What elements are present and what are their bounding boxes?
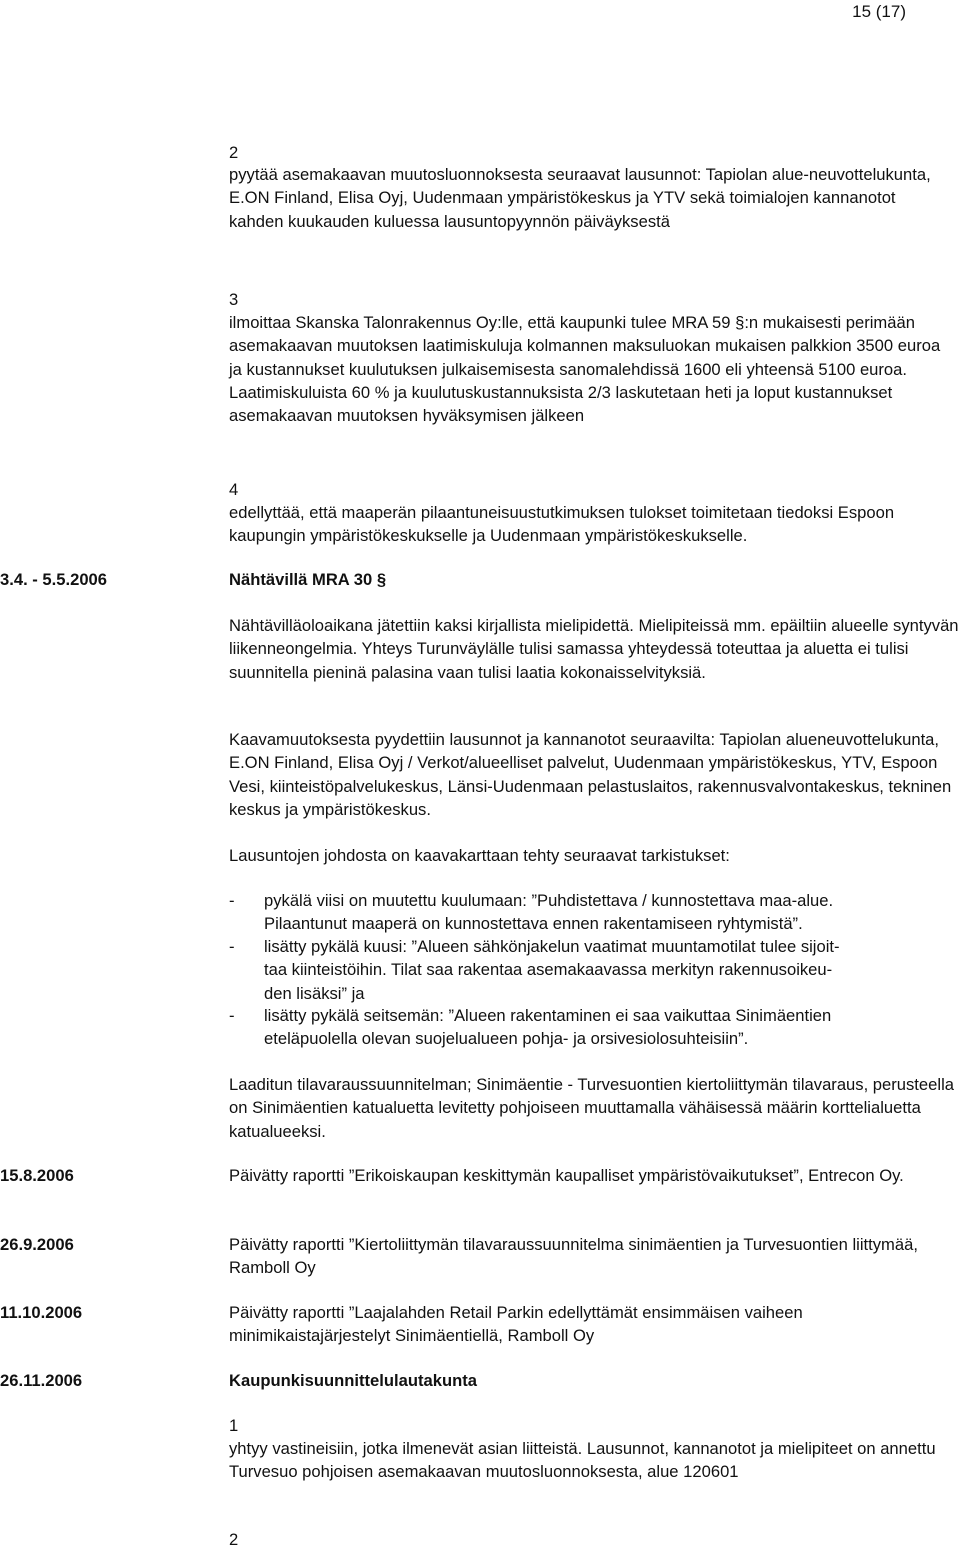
item-number: 4	[229, 480, 239, 499]
list-line: eteläpuolella olevan suojelualueen pohja- ja orsivesiolosuhteisiin”.	[264, 1029, 749, 1049]
section-date: 26.9.2006	[0, 1235, 74, 1254]
paragraph: Lausuntojen johdosta on kaavakarttaan tehty seuraavat tarkistukset:	[229, 846, 730, 865]
list-line: lisätty pykälä kuusi: ”Alueen sähkönjakelun vaatimat muuntamotilat tulee sijoit-	[264, 937, 840, 956]
list-line: den lisäksi” ja	[264, 983, 365, 1003]
item-number: 2	[229, 143, 239, 162]
paragraph: Päivätty raportti ”Laajalahden Retail Parkin edellyttämät ensimmäisen vaiheen minimikaistajärjestelyt Sinimäentiellä, Ramboll Oy	[229, 1303, 803, 1346]
section-date: 3.4. - 5.5.2006	[0, 570, 108, 589]
section-title: Kaupunkisuunnittelulautakunta	[229, 1371, 477, 1390]
list-item	[229, 889, 959, 936]
item-number: 2	[229, 1530, 239, 1549]
page-number: 15 (17)	[852, 2, 906, 21]
list-item	[229, 935, 959, 1005]
item-number: 1	[229, 1416, 239, 1435]
list-line: lisätty pykälä seitsemän: ”Alueen rakentaminen ei saa vaikuttaa Sinimäentien	[264, 1006, 832, 1025]
paragraph: pyytää asemakaavan muutosluonnoksesta seuraavat lausunnot: Tapiolan alue-neuvottelukunta, E.ON Finland, Elisa Oyj, Uudenmaan ympäristökeskus ja YTV sekä toimialojen kannanotot kahden kuukauden kuluessa lausuntopyynnön päiväyksestä	[229, 165, 931, 231]
section-title: Nähtävillä MRA 30 §	[229, 570, 387, 589]
paragraph: ilmoittaa Skanska Talonrakennus Oy:lle, että kaupunki tulee MRA 59 §:n mukaisesti perimään asemakaavan muutoksen laatimiskuluja kolmannen maksuluokan mukaisen palkkion 3500 euroa ja kustannukset kuulutuksen julkaisemisesta sanomalehdissä 1600 eli yhteensä 5100 euroa. Laatimiskuluista 60 % ja kuulutuskustannuksista 2/3 laskutetaan heti ja loput kustannukset asemakaavan muutoksen hyväksymisen jälkeen	[229, 313, 941, 426]
section-date: 11.10.2006	[0, 1303, 83, 1322]
section-date: 26.11.2006	[0, 1371, 83, 1390]
list-line: pykälä viisi on muutettu kuulumaan: ”Puhdistettava / kunnostettava maa-alue.	[264, 891, 834, 910]
list-line: taa kiinteistöihin. Tilat saa rakentaa asemakaavassa merkityn rakennusoikeu-	[264, 960, 833, 980]
paragraph: edellyttää, että maaperän pilaantuneisuustutkimuksen tulokset toimitetaan tiedoksi Espoon kaupungin ympäristökeskukselle ja Uudenmaan ympäristökeskukselle.	[229, 503, 895, 546]
paragraph: Päivätty raportti ”Kiertoliittymän tilavaraussuunnitelma sinimäentien ja Turvesuontien liittymää, Ramboll Oy	[229, 1235, 918, 1278]
list-bullet: -	[229, 891, 235, 910]
item-number: 3	[229, 290, 239, 309]
list-bullet: -	[229, 937, 235, 956]
paragraph: Päivätty raportti ”Erikoiskaupan keskittymän kaupalliset ympäristövaikutukset”, Entrecon Oy.	[229, 1166, 904, 1185]
paragraph: yhtyy vastineisiin, jotka ilmenevät asian liitteistä. Lausunnot, kannanotot ja mielipiteet on annettu Turvesuo pohjoisen asemakaavan muutosluonnoksesta, alue 120601	[229, 1439, 936, 1482]
paragraph: Laaditun tilavaraussuunnitelman; Sinimäentie - Turvesuontien kiertoliittymän tilavaraus, perusteella on Sinimäentien katualuetta levitetty pohjoiseen muuttamalla vähäisessä määrin korttelialuetta katualueeksi.	[229, 1075, 954, 1141]
section-date: 15.8.2006	[0, 1166, 74, 1185]
list-bullet: -	[229, 1006, 235, 1025]
paragraph: Nähtävilläoloaikana jätettiin kaksi kirjallista mielipidettä. Mielipiteissä mm. epäiltiin alueelle syntyvän liikenneongelmia. Yhteys Turunväylälle tulisi samassa yhteydessä toteuttaa ja aluetta ei tulisi suunnitella pieninä palasina vaan tulisi laatia kokonaisselvityksiä.	[229, 616, 959, 682]
list-item	[229, 1004, 959, 1051]
paragraph: Kaavamuutoksesta pyydettiin lausunnot ja kannanotot seuraavilta: Tapiolan alueneuvottelukunta, E.ON Finland, Elisa Oyj / Verkot/alueelliset palvelut, Uudenmaan ympäristökeskus, YTV, Espoon Vesi, kiinteistöpalvelukeskus, Länsi-Uudenmaan pelastuslaitos, rakennusvalvontakeskus, tekninen keskus ja ympäristökeskus.	[229, 730, 952, 819]
list-line: Pilaantunut maaperä on kunnostettava ennen rakentamiseen ryhtymistä”.	[264, 914, 803, 934]
